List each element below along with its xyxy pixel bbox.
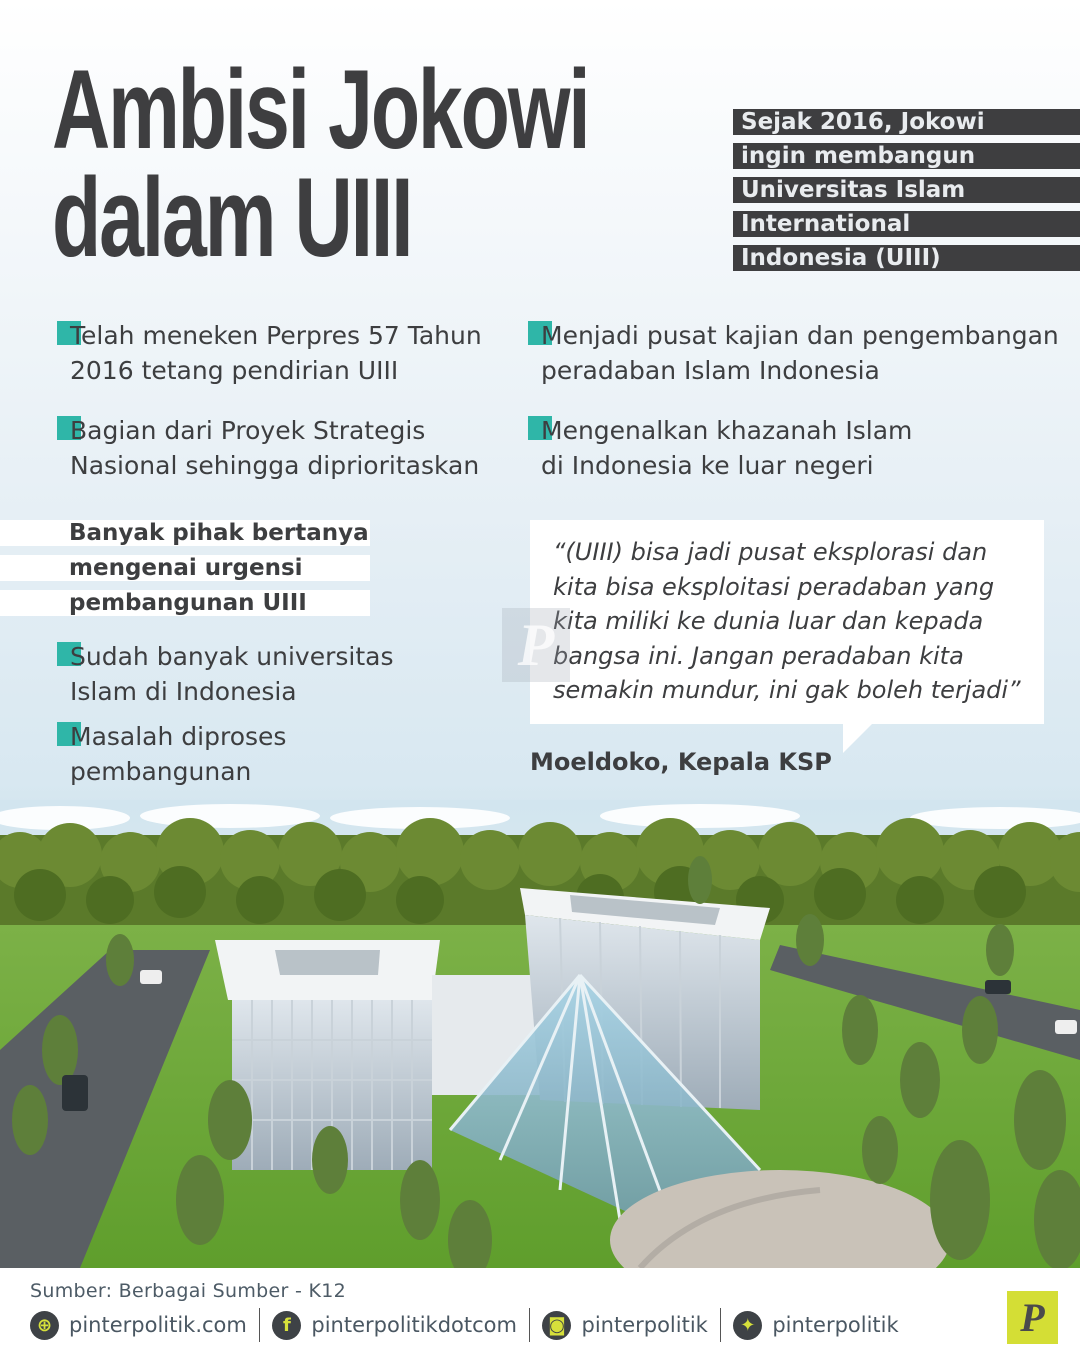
- point-line: 2016 tetang pendirian UIII: [70, 356, 399, 385]
- point-line: Mengenalkan khazanah Islam: [541, 416, 913, 445]
- website-label: pinterpolitik.com: [69, 1313, 247, 1337]
- point-line: di Indonesia ke luar negeri: [541, 451, 874, 480]
- twitter-label: pinterpolitik: [772, 1313, 899, 1337]
- quote-text: [553, 535, 1033, 708]
- intro-line: Indonesia (UIII): [733, 245, 1080, 271]
- intro-block: [733, 109, 1080, 279]
- question-heading: [0, 520, 370, 625]
- quote-bubble-tail: [843, 723, 873, 753]
- title-line-2: dalam UIII: [52, 155, 412, 280]
- point-line: Bagian dari Proyek Strategis: [70, 416, 426, 445]
- concern-line: Islam di Indonesia: [70, 677, 297, 706]
- quote-line: bangsa ini. Jangan peradaban kita: [553, 641, 964, 670]
- social-links: [30, 1308, 899, 1342]
- point-introduce-heritage: [541, 413, 912, 483]
- intro-line: Universitas Islam: [733, 177, 1080, 203]
- divider: [259, 1308, 261, 1342]
- point-line: peradaban Islam Indonesia: [541, 356, 880, 385]
- globe-icon: ⊕: [30, 1311, 59, 1340]
- page-title: [52, 47, 589, 280]
- concern-line: Sudah banyak universitas: [70, 642, 394, 671]
- title-line-1: Ambisi Jokowi: [52, 47, 589, 172]
- twitter-link[interactable]: [733, 1311, 898, 1340]
- point-perpres: [70, 318, 482, 388]
- facebook-link[interactable]: [272, 1311, 517, 1340]
- instagram-icon: ◙: [542, 1311, 571, 1340]
- question-line: Banyak pihak bertanya: [0, 520, 370, 546]
- instagram-link[interactable]: [542, 1311, 707, 1340]
- intro-line: Sejak 2016, Jokowi: [733, 109, 1080, 135]
- question-line: pembangunan UIII: [0, 590, 370, 616]
- pinterpolitik-logo-icon: P: [1007, 1291, 1058, 1344]
- divider: [529, 1308, 531, 1342]
- quote-line: kita miliki ke dunia luar dan kepada: [553, 607, 984, 635]
- watermark-logo-icon: P: [502, 608, 570, 682]
- quote-author: Moeldoko, Kepala KSP: [530, 748, 832, 776]
- quote-line: “(UIII) bisa jadi pusat eksplorasi dan: [553, 538, 988, 566]
- point-strategic-project: [70, 413, 479, 483]
- question-line: mengenai urgensi: [0, 555, 370, 581]
- footer: [0, 1268, 1080, 1350]
- point-line: Telah meneken Perpres 57 Tahun: [70, 321, 482, 350]
- quote-line: kita bisa eksploitasi peradaban yang: [553, 572, 995, 601]
- quote-line: semakin mundur, ini gak boleh terjadi”: [553, 676, 1021, 704]
- intro-line: ingin membangun: [733, 143, 1080, 169]
- quote-bubble: [530, 520, 1044, 724]
- instagram-label: pinterpolitik: [581, 1313, 708, 1337]
- point-line: Menjadi pusat kajian dan pengembangan: [541, 321, 1059, 350]
- campus-rendering-image: [0, 800, 1080, 1268]
- concern-line: pembangunan: [70, 757, 252, 786]
- intro-line: International: [733, 211, 1080, 237]
- point-line: Nasional sehingga diprioritaskan: [70, 451, 480, 480]
- concern-line: Masalah diproses: [70, 722, 287, 751]
- concern-construction-problem: [70, 719, 286, 789]
- twitter-icon: ✦: [733, 1311, 762, 1340]
- website-link[interactable]: [30, 1311, 247, 1340]
- facebook-label: pinterpolitikdotcom: [311, 1313, 517, 1337]
- source-credit: Sumber: Berbagai Sumber - K12: [30, 1280, 346, 1302]
- concern-many-universities: [70, 639, 393, 709]
- point-study-center: [541, 318, 1059, 388]
- divider: [720, 1308, 722, 1342]
- facebook-icon: f: [272, 1311, 301, 1340]
